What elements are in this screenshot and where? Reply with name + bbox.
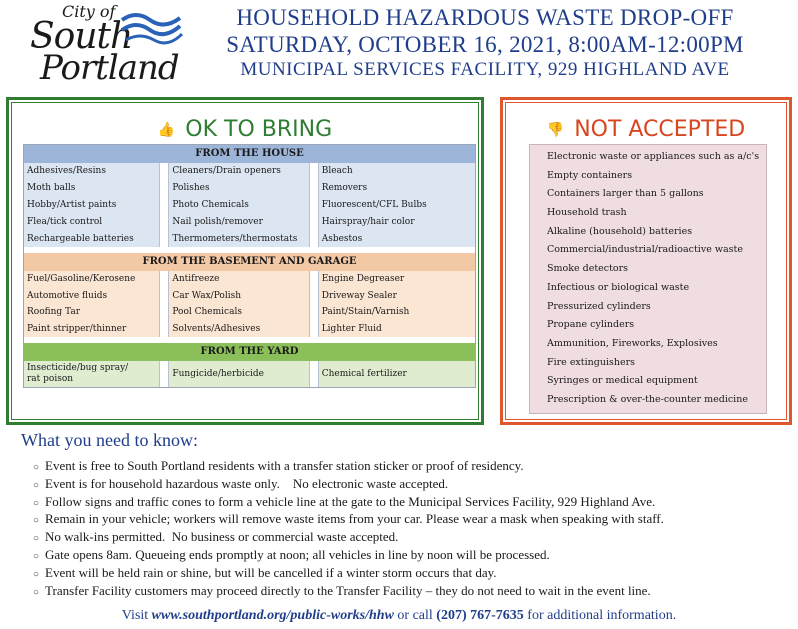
list-item: Engine Degreaser (321, 274, 405, 284)
list-item: rat poison (27, 374, 74, 384)
circle-bullet-icon: ○ (33, 462, 40, 473)
circle-bullet-icon: ○ (33, 497, 40, 509)
section-basement (24, 271, 475, 337)
list-item: Automotive fluids (27, 290, 108, 301)
list-item: Ammunition, Fireworks, Explosives (547, 337, 718, 349)
list-item: Thermometers/thermostats (172, 234, 298, 244)
list-item: Paint stripper/thinner (27, 323, 127, 334)
section-yard (24, 361, 475, 387)
list-item: Flea/tick control (27, 217, 103, 227)
event-header (180, 4, 790, 82)
list-item: Rechargeable batteries (27, 234, 134, 244)
list-item: Nail polish/remover (172, 217, 263, 227)
thumbs-down-icon: 👎 (546, 122, 565, 138)
list-item: Fire extinguishers (547, 356, 636, 368)
list-item (33, 529, 793, 547)
list-item: Photo Chemicals (172, 200, 249, 210)
section-house (24, 163, 475, 247)
footer-visit (0, 608, 798, 624)
ok-to-bring-panel (6, 97, 484, 425)
or-call-text: or call (397, 608, 433, 623)
list-item: Pressurized cylinders (547, 300, 651, 312)
list-item: Car Wax/Polish (172, 290, 241, 301)
list-item: Containers larger than 5 gallons (547, 188, 704, 200)
list-item: Roofing Tar (27, 307, 81, 317)
wave-icon (120, 10, 186, 50)
list-item: Solvents/Adhesives (172, 323, 261, 334)
ok-title-text: OK TO BRING (185, 117, 333, 142)
website-link[interactable]: www.southportland.org/public-works/hhw (151, 608, 394, 623)
not-accepted-panel (500, 97, 792, 425)
info-list (33, 458, 793, 600)
list-item: Cleaners/Drain openers (172, 166, 281, 176)
list-item: Bleach (321, 166, 353, 176)
not-accepted-list (529, 144, 767, 414)
footer-tail-text: for additional information. (527, 608, 677, 623)
event-title: HOUSEHOLD HAZARDOUS WASTE DROP-OFF (236, 5, 734, 30)
bullet-text: Remain in your vehicle; workers will remove waste items from your car. Please wear a mask when speaking with staff. (45, 511, 664, 527)
section-heading-house: FROM THE HOUSE (24, 145, 475, 163)
list-item: Hobby/Artist paints (27, 200, 117, 210)
list-item: Syringes or medical equipment (547, 375, 698, 387)
list-item (33, 565, 793, 583)
bullet-text: Gate opens 8am. Queueing ends promptly at noon; all vehicles in line by noon will be processed. (45, 546, 550, 562)
list-item: Moth balls (27, 183, 76, 193)
list-item: Polishes (172, 183, 210, 193)
list-item: Insecticide/bug spray/ (27, 363, 129, 373)
city-logo (22, 2, 179, 88)
circle-bullet-icon: ○ (33, 479, 40, 491)
bullet-text: Event is for household hazardous waste only. No electronic waste accepted. (45, 475, 449, 491)
list-item (33, 458, 793, 476)
list-item: Empty containers (547, 169, 633, 181)
circle-bullet-icon: ○ (33, 568, 40, 580)
not-accepted-title-text: NOT ACCEPTED (574, 117, 746, 142)
list-item (33, 511, 793, 529)
list-item: Removers (321, 183, 368, 193)
list-item: Alkaline (household) batteries (547, 225, 693, 237)
list-item: Commercial/industrial/radioactive waste (547, 244, 743, 256)
circle-bullet-icon: ○ (33, 586, 40, 598)
circle-bullet-icon: ○ (33, 533, 40, 545)
bullet-text: Event is free to South Portland residents with a transfer station sticker or proof of residency. (45, 458, 524, 473)
list-item: Driveway Sealer (321, 290, 397, 301)
list-item: Adhesives/Resins (27, 166, 106, 176)
list-item: Antifreeze (172, 274, 220, 284)
section-heading-yard: FROM THE YARD (24, 343, 475, 361)
list-item (33, 494, 793, 512)
logo-city-text: City of (62, 2, 116, 21)
list-item: Smoke detectors (547, 263, 629, 275)
bullet-text: Transfer Facility customers may proceed directly to the Transfer Facility – they do not need to wait in the event line. (45, 582, 651, 598)
list-item (33, 583, 793, 601)
list-item: Chemical fertilizer (321, 369, 407, 379)
bullet-text: Event will be held rain or shine, but will be cancelled if a winter storm occurs that day. (45, 564, 497, 580)
list-item (33, 476, 793, 494)
list-item: Fuel/Gasoline/Kerosene (27, 274, 136, 284)
list-item: Paint/Stain/Varnish (321, 307, 410, 317)
list-item (33, 547, 793, 565)
section-heading-basement: FROM THE BASEMENT AND GARAGE (24, 253, 475, 271)
list-item: Infectious or biological waste (547, 281, 690, 293)
list-item: Asbestos (321, 234, 363, 244)
ok-items-table (23, 144, 476, 388)
logo-portland-text: Portland (40, 48, 179, 88)
bullet-text: No walk-ins permitted. No business or commercial waste accepted. (45, 529, 399, 545)
thumbs-up-icon: 👍 (157, 122, 176, 138)
logo-south-text: South (30, 16, 133, 57)
circle-bullet-icon: ○ (33, 515, 40, 527)
list-item: Lighter Fluid (321, 323, 382, 334)
bullet-text: Follow signs and traffic cones to form a vehicle line at the gate to the Municipal Services Facility, 929 Highland Ave. (45, 493, 656, 509)
list-item: Hairspray/hair color (321, 217, 415, 227)
list-item: Fungicide/herbicide (172, 369, 264, 379)
ok-to-bring-title (12, 117, 478, 142)
phone-number[interactable]: (207) 767-7635 (436, 608, 524, 623)
list-item: Propane cylinders (547, 319, 635, 331)
info-heading: What you need to know: (21, 430, 198, 450)
event-date: SATURDAY, OCTOBER 16, 2021, 8:00AM-12:00PM (226, 32, 744, 57)
list-item: Prescription & over-the-counter medicine (547, 393, 748, 405)
circle-bullet-icon: ○ (33, 550, 40, 562)
list-item: Electronic waste or appliances such as a/c's (547, 151, 760, 162)
list-item: Household trash (547, 207, 627, 219)
not-accepted-title (506, 117, 786, 142)
visit-text: Visit (121, 608, 149, 623)
list-item: Fluorescent/CFL Bulbs (321, 200, 427, 210)
list-item: Pool Chemicals (172, 307, 242, 317)
event-location: MUNICIPAL SERVICES FACILITY, 929 HIGHLAND AVE (240, 59, 730, 80)
